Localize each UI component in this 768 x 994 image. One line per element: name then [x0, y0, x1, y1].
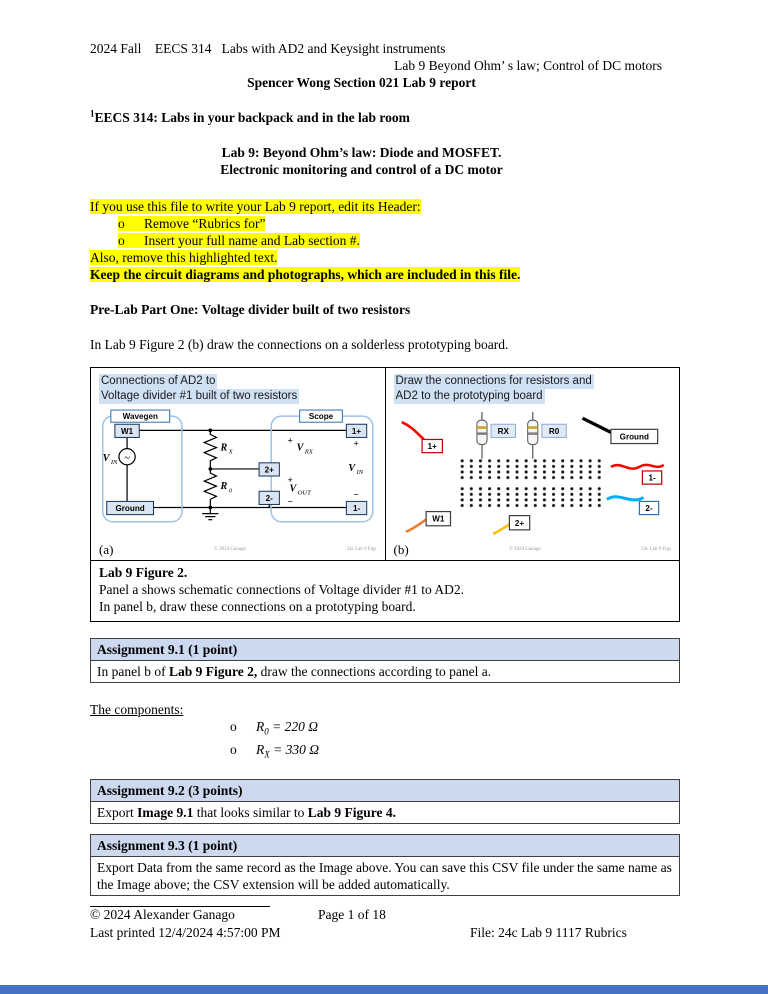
panel-b-credit-right: 24c Lab 9 Figs	[641, 547, 671, 552]
prelab-intro-paragraph: In Lab 9 Figure 2 (b) draw the connections on a solderless prototyping board.	[90, 337, 509, 352]
lab9-figure2	[90, 367, 680, 622]
assignment-9-1-body: In panel b of Lab 9 Figure 2, draw the connections according to panel a.	[97, 664, 492, 679]
resistor-r0-symbol	[204, 469, 216, 508]
resistor-rx-component	[476, 420, 486, 444]
scope-label: Scope	[308, 412, 334, 422]
wavegen-label: Wavegen	[122, 412, 158, 422]
figure-panel-b	[386, 368, 680, 560]
rx-var: R	[220, 442, 228, 454]
r0-var: R	[220, 481, 228, 493]
label-ground: Ground	[619, 432, 649, 442]
panel-b-tag: (b)	[393, 542, 409, 557]
vrx-var: V	[296, 442, 304, 454]
assignment-9-3-header: Assignment 9.3 (1 point)	[91, 835, 679, 857]
svg-text:−: −	[353, 489, 359, 500]
resistor-r0-component	[527, 420, 537, 444]
doc-header	[90, 40, 680, 91]
svg-text:−: −	[287, 496, 293, 507]
bullet-marker: o	[118, 216, 125, 231]
assignment-9-3-body: Export Data from the same record as the Image above. You can save this CSV file under the same name as the Image above; the CSV extension will be added automatically.	[97, 860, 672, 893]
footer-page-number: Page 1 of 18	[318, 907, 386, 922]
assignment-9-1-header: Assignment 9.1 (1 point)	[91, 639, 679, 661]
assignment-9-2	[90, 779, 680, 824]
notice-bullet2: o Insert your full name and Lab section #.	[118, 233, 360, 248]
resistor-rx-symbol	[204, 430, 216, 469]
breadboard-top-half	[458, 459, 605, 480]
svg-text:+: +	[287, 475, 293, 486]
footnote-mark: 1	[90, 108, 95, 119]
scope-2minus: 2-	[265, 493, 273, 503]
bottom-edge-bar	[0, 985, 768, 994]
assignment-9-2-header: Assignment 9.2 (3 points)	[91, 780, 679, 802]
w1-terminal: W1	[120, 426, 134, 436]
rx-label: RX	[497, 426, 509, 436]
panel-a-credit-left: © 2024 Ganago	[214, 547, 246, 552]
ground-terminal: Ground	[115, 504, 145, 514]
header-report-line: Spencer Wong Section 021 Lab 9 report	[247, 75, 476, 90]
svg-text:RX: RX	[304, 448, 313, 456]
vout-var: V	[289, 483, 297, 495]
svg-text:IN: IN	[110, 458, 118, 466]
header-lab-line: Lab 9 Beyond Ohm’ s law; Control of DC motors	[394, 58, 662, 73]
svg-text:0: 0	[228, 487, 232, 495]
figure-caption-line1: Panel a shows schematic connections of Voltage divider #1 to AD2.	[99, 582, 465, 597]
bullet-marker: o	[118, 233, 125, 248]
svg-text:~: ~	[124, 452, 130, 464]
blue-wire-2minus	[606, 497, 643, 500]
notice-bullet1: o Remove “Rubrics for”	[118, 216, 266, 231]
svg-text:X: X	[228, 448, 233, 456]
label-2minus: 2-	[644, 504, 653, 514]
components-section	[90, 701, 680, 763]
figure-caption	[91, 560, 679, 621]
notice-line2: Also, remove this highlighted text.	[90, 250, 278, 265]
breadboard-bottom-half	[458, 486, 605, 507]
course-title-line: $^1$EECS 314: Labs in your backpack and in the lab room	[90, 108, 410, 125]
page-footer	[90, 906, 680, 942]
panel-a-credit-right: 24c Lab 9 Figs	[346, 547, 377, 552]
vin-scope-var: V	[348, 462, 356, 474]
label-1minus: 1-	[647, 473, 656, 483]
panel-b-title: Draw the connections for resistors and AD2 to the prototyping board	[395, 375, 592, 402]
panel-a-title: Connections of AD2 to Voltage divider #1 built of two resistors	[101, 375, 298, 402]
label-2plus: 2+	[514, 518, 524, 528]
header-course-line: 2024 Fall EECS 314 Labs with AD2 and Keysight instruments	[90, 41, 446, 56]
components-label: The components:	[90, 702, 184, 717]
assignment-9-1	[90, 638, 680, 683]
red-wire-1plus	[401, 422, 425, 441]
panel-a-tag: (a)	[99, 542, 114, 557]
lab-title-line1: Lab 9: Beyond Ohm’s law: Diode and MOSFET.	[221, 145, 502, 160]
notice-line3: Keep the circuit diagrams and photographs, which are included in this file.	[90, 267, 521, 282]
footer-last-printed: Last printed 12/4/2024 4:57:00 PM	[90, 925, 281, 940]
lab-title-line2: Electronic monitoring and control of a DC motor	[220, 162, 503, 177]
breadboard-diagram-b	[394, 408, 672, 540]
component-r0: o $R_0 = 220$ Ω	[230, 719, 318, 737]
footer-copyright: © 2024 Alexander Ganago	[90, 907, 235, 922]
label-1plus: 1+	[427, 442, 437, 452]
red-wire-1minus	[610, 465, 663, 469]
figure-caption-title: Lab 9 Figure 2.	[99, 565, 188, 580]
highlighted-notice	[90, 198, 680, 283]
component-rx: o $R_X = 330$ Ω	[230, 741, 319, 760]
ground-symbol-icon	[202, 508, 218, 520]
figure-caption-line2: In panel b, draw these connections on a prototyping board.	[99, 599, 416, 614]
svg-text:+: +	[287, 435, 293, 446]
scope-1minus: 1-	[352, 504, 361, 514]
assignment-9-3	[90, 834, 680, 896]
r0-label: R0	[548, 426, 559, 436]
assignment-9-2-body: Export Image 9.1 that looks similar to Lab 9 Figure 4.	[97, 805, 397, 821]
svg-text:OUT: OUT	[297, 489, 311, 497]
black-ground-wire	[582, 418, 612, 433]
footer-file-name: File: 24c Lab 9 1117 Rubrics	[470, 925, 627, 940]
notice-line1: If you use this file to write your Lab 9 report, edit its Header:	[90, 199, 421, 214]
svg-text:+: +	[353, 438, 359, 449]
scope-2plus: 2+	[264, 465, 274, 475]
svg-text:IN: IN	[356, 469, 364, 476]
prelab-heading: Pre-Lab Part One: Voltage divider built of two resistors	[90, 302, 411, 317]
vin-var: V	[102, 452, 110, 464]
label-w1: W1	[431, 514, 444, 524]
panel-b-credit-left: © 2024 Ganago	[508, 547, 541, 552]
scope-1plus: 1+	[351, 426, 362, 436]
figure-panel-a	[91, 368, 386, 560]
circuit-diagram-a	[99, 408, 377, 540]
